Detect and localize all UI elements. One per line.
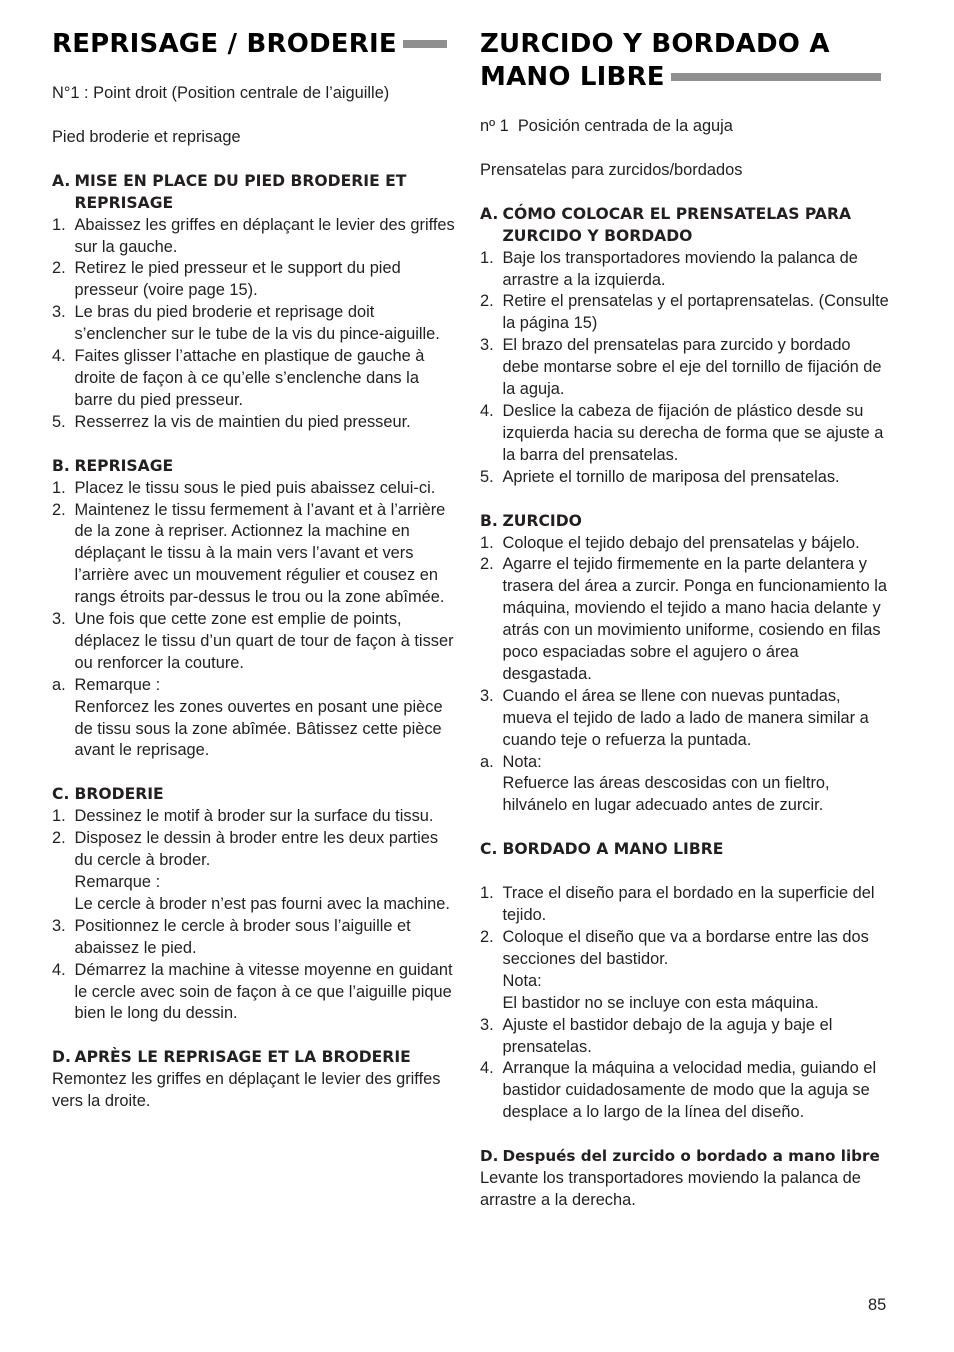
list-item: 1. Dessinez le motif à broder sur la surface du tissu. xyxy=(52,807,434,826)
list-item: 4. Faites glisser l’attache en plastique de gauche à droite de façon à ce qu’elle s’enclenche dans la barre du pied presseur. xyxy=(52,347,425,409)
french-section-d-text: Remontez les griffes en déplaçant le levier des griffes vers la droite. xyxy=(52,1070,441,1111)
list-item: 2. Retire el prensatelas y el portaprensatelas. (Consulte la página 15) xyxy=(480,292,889,333)
spanish-section-b-heading: B. ZURCIDO xyxy=(480,511,582,530)
french-section-a-list xyxy=(52,215,460,434)
french-intro-stitch: N°1 : Point droit (Position centrale de l’aiguille) xyxy=(52,84,390,102)
list-item: 4. Démarrez la machine à vitesse moyenne en guidant le cercle avec soin de façon à ce que l’aiguille pique bien le long du dessin. xyxy=(52,960,453,1023)
list-item: 3. El brazo del prensatelas para zurcido y bordado debe montarse sobre el eje del tornillo de fijación de la aguja. xyxy=(480,336,882,399)
french-section-c-list xyxy=(52,806,460,1025)
spanish-section-b-list xyxy=(480,533,890,818)
french-section-a-heading: A. MISE EN PLACE DU PIED BRODERIE ET REPRISAGE xyxy=(52,171,407,212)
list-item: 5. Apriete el tornillo de mariposa del prensatelas. xyxy=(480,467,840,486)
spanish-section-a-list xyxy=(480,248,890,489)
list-item: 2. Coloque el diseño que va a bordarse entre las dos secciones del bastidor. xyxy=(480,928,869,968)
list-item: a. Nota: xyxy=(480,752,542,771)
list-item: 2. Maintenez le tissu fermement à l’avant et à l’arrière de la zone à repriser. Actionnez la machine en déplaçant le tissu à la main vers l’avant et vers l’arrière avec un mouvement régulier et cousez en rangs étroits par-dessus le trou ou la zone abîmée. xyxy=(52,500,446,607)
spanish-section-d-heading: D. Después del zurcido o bordado a mano libre xyxy=(480,1147,880,1166)
french-embroidery-note: Le cercle à broder n’est pas fourni avec la machine. xyxy=(74,894,450,913)
french-section-b-heading: B. REPRISAGE xyxy=(52,456,174,475)
page-number: 85 xyxy=(868,1296,887,1314)
list-item: 3. Une fois que cette zone est emplie de points, déplacez le tissu d’un quart de tour de façon à tisser ou renforcer la couture. xyxy=(52,610,454,672)
list-item: 2. Disposez le dessin à broder entre les deux parties du cercle à broder. xyxy=(52,829,439,870)
spanish-section-c-heading: C. BORDADO A MANO LIBRE xyxy=(480,840,724,859)
list-item: 2. Agarre el tejido firmemente en la parte delantera y trasera del área a zurcir. Ponga en funcionamiento la máquina, moviendo el tejido a mano hacia delante y atrás con un movimiento uniforme, cosiendo en filas poco espaciadas sobre el agujero o área desgastada. xyxy=(480,555,887,683)
list-item: 3. Positionnez le cercle à broder sous l’aiguille et abaissez le pied. xyxy=(52,916,411,957)
title-rule xyxy=(671,73,881,81)
list-item: 2. Retirez le pied presseur et le support du pied presseur (voire page 15). xyxy=(52,259,401,300)
spanish-section-d-text: Levante los transportadores moviendo la palanca de arrastre a la derecha. xyxy=(480,1169,861,1209)
french-section-d-heading: D. APRÈS LE REPRISAGE ET LA BRODERIE xyxy=(52,1048,411,1067)
title-rule xyxy=(403,40,447,48)
list-item: 3. Le bras du pied broderie et reprisage doit s’enclencher sur le tube de la vis du pince-aiguille. xyxy=(52,303,440,344)
french-title: REPRISAGE / BRODERIE xyxy=(52,28,447,61)
french-embroidery-note-label: Remarque : xyxy=(74,873,161,891)
list-item: 1. Placez le tissu sous le pied puis abaissez celui-ci. xyxy=(52,478,436,497)
list-item: 4. Deslice la cabeza de fijación de plástico desde su izquierda hacia su derecha de forma que se ajuste a la barra del prensatelas. xyxy=(480,401,884,464)
spanish-section-a-heading: A. CÓMO COLOCAR EL PRENSATELAS PARA ZURCIDO Y BORDADO xyxy=(480,204,852,245)
list-item: 5. Resserrez la vis de maintien du pied presseur. xyxy=(52,412,411,431)
list-item: 1. Baje los transportadores moviendo la palanca de arrastre a la izquierda. xyxy=(480,248,858,289)
french-darning-note: Renforcez les zones ouvertes en posant une pièce de tissu sous la zone abîmée. Bâtissez cette pièce avant le reprisage. xyxy=(74,697,443,760)
spanish-embroidery-note: El bastidor no se incluye con esta máquina. xyxy=(502,993,819,1012)
french-section-b-list xyxy=(52,478,460,763)
list-item: 1. Abaissez les griffes en déplaçant le levier des griffes sur la gauche. xyxy=(52,215,455,256)
spanish-embroidery-note-label: Nota: xyxy=(502,971,542,990)
spanish-intro-foot: Prensatelas para zurcidos/bordados xyxy=(480,160,743,179)
french-intro-foot: Pied broderie et reprisage xyxy=(52,127,241,146)
list-item: 1. Coloque el tejido debajo del prensatelas y bájelo. xyxy=(480,533,860,552)
list-item: a. Remarque : xyxy=(52,675,161,694)
french-section-c-heading: C. BRODERIE xyxy=(52,785,164,804)
list-item: 3. Ajuste el bastidor debajo de la aguja y baje el prensatelas. xyxy=(480,1015,833,1056)
list-item: 1. Trace el diseño para el bordado en la superficie del tejido. xyxy=(480,884,875,925)
list-item: 4. Arranque la máquina a velocidad media, guiando el bastidor cuidadosamente de modo que la aguja se desplace a lo largo de la línea del diseño. xyxy=(480,1059,877,1122)
spanish-section-c-list xyxy=(480,883,890,1124)
spanish-intro-stitch: nº 1 Posición centrada de la aguja xyxy=(480,117,733,135)
spanish-title: ZURCIDO Y BORDADO A MANO LIBRE xyxy=(480,28,890,94)
spanish-darning-note: Refuerce las áreas descosidas con un fieltro, hilvánelo en lugar adecuado antes de zurcir. xyxy=(502,774,830,815)
list-item: 3. Cuando el área se llene con nuevas puntadas, mueva el tejido de lado a lado de manera similar a cuando teje o refuerza la puntada. xyxy=(480,686,869,749)
